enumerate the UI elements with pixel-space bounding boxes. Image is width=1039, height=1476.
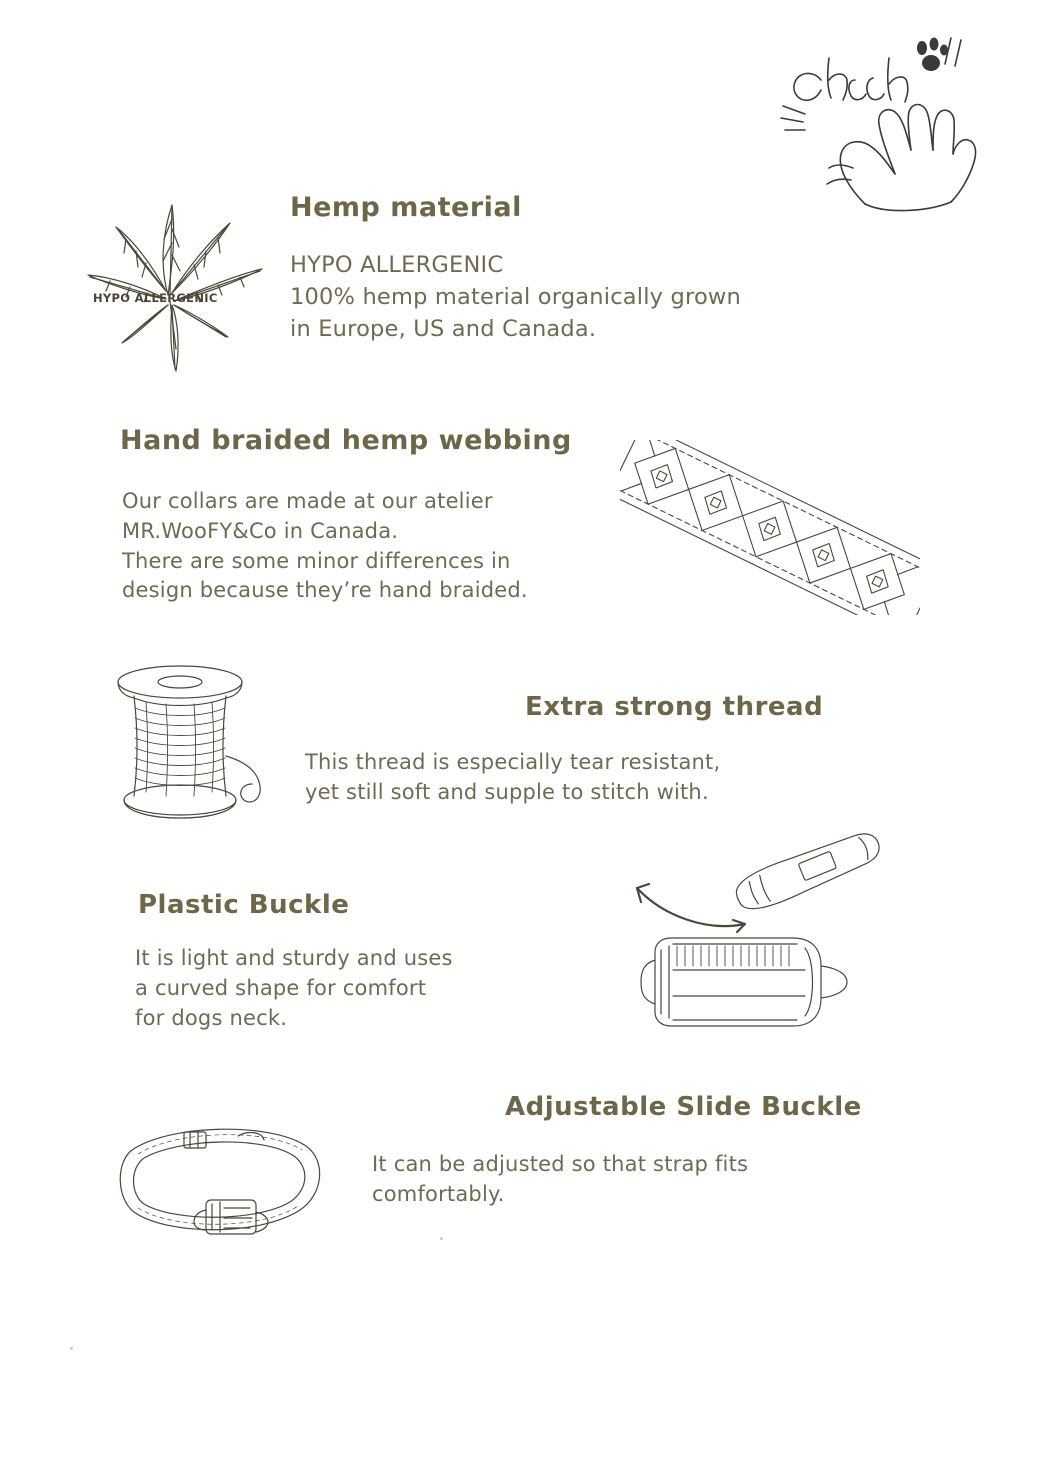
hemp-leaf-illustration <box>80 195 280 380</box>
extra-strong-thread-body <box>305 748 885 808</box>
webbing-line-2: MR.WooFY&Co in Canada. <box>122 518 399 543</box>
slide-buckle-line-2: comfortably. <box>372 1181 505 1206</box>
thread-spool-illustration <box>100 660 290 840</box>
check-hand-annotation <box>755 18 1015 218</box>
page-speck <box>70 1347 73 1350</box>
plastic-buckle-illustration <box>615 820 935 1050</box>
woven-webbing-illustration <box>620 440 920 615</box>
plastic-buckle-line-1: It is light and sturdy and uses <box>135 946 453 970</box>
plastic-buckle-line-3: for dogs neck. <box>135 1005 288 1030</box>
hemp-material-heading: Hemp material <box>290 192 522 223</box>
adjustable-slide-buckle-body <box>372 1150 902 1210</box>
webbing-line-3: There are some minor differences in <box>122 548 511 573</box>
hemp-material-line-1: HYPO ALLERGENIC <box>290 252 504 278</box>
hemp-material-line-3: in Europe, US and Canada. <box>290 315 597 342</box>
dog-collar-illustration <box>110 1120 340 1260</box>
hypo-allergenic-leaf-label: HYPO ALLERGENIC <box>93 291 218 305</box>
plastic-buckle-line-2: a curved shape for comfort <box>135 975 427 1000</box>
adjustable-slide-buckle-heading: Adjustable Slide Buckle <box>505 1092 862 1122</box>
thread-line-2: yet still soft and supple to stitch with. <box>305 779 709 804</box>
plastic-buckle-heading: Plastic Buckle <box>138 890 350 920</box>
extra-strong-thread-heading: Extra strong thread <box>525 692 824 722</box>
thread-line-1: This thread is especially tear resistant, <box>305 750 721 774</box>
plastic-buckle-body <box>135 944 605 1033</box>
hemp-material-line-2: 100% hemp material organically grown <box>290 283 741 310</box>
hemp-material-body <box>290 250 890 346</box>
webbing-line-4: design because they’re hand braided. <box>122 578 528 603</box>
webbing-line-1: Our collars are made at our atelier <box>122 489 493 513</box>
slide-buckle-line-1: It can be adjusted so that strap fits <box>372 1152 749 1176</box>
hand-braided-hemp-webbing-heading: Hand braided hemp webbing <box>120 425 572 456</box>
hand-braided-hemp-webbing-body <box>122 487 652 606</box>
page-speck-2 <box>440 1237 443 1240</box>
